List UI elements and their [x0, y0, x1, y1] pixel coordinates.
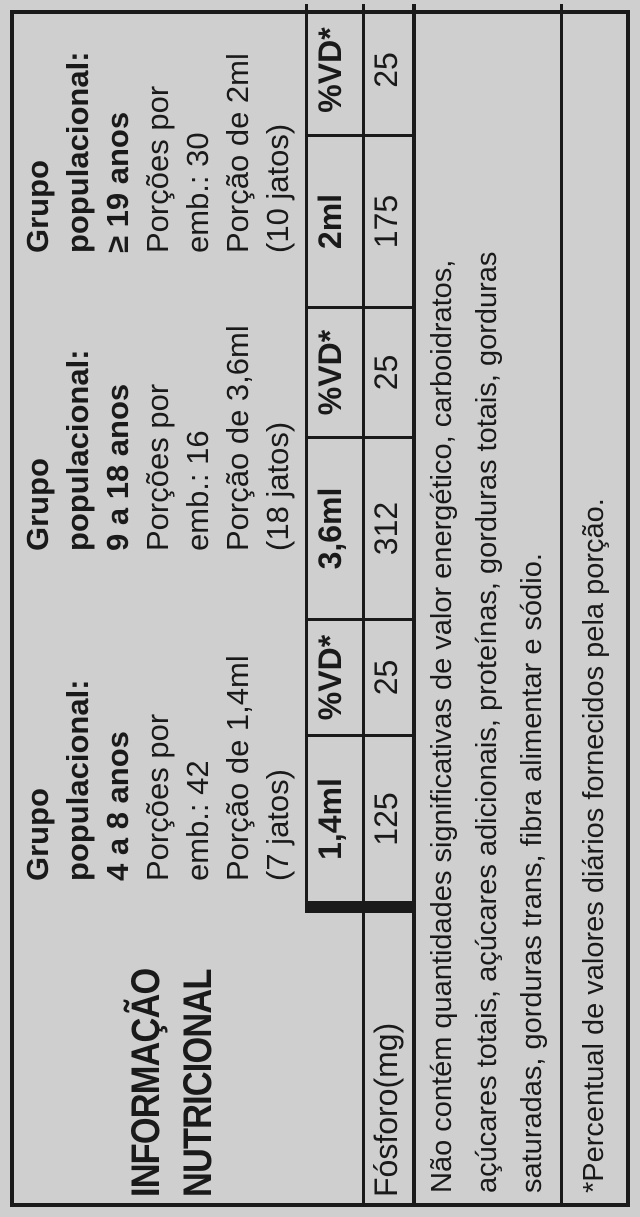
- group-label: Grupo: [20, 160, 55, 253]
- fosforo-value-2: 312: [368, 501, 404, 556]
- portion-size: Porção de 3,6ml: [220, 325, 255, 551]
- table-mid-rule: [362, 4, 365, 1203]
- portions-label: Porções por: [140, 85, 175, 253]
- group-9-18-header: [18, 325, 298, 551]
- not-significant-note: [420, 23, 555, 1193]
- portion-header-1: 1,4ml: [312, 778, 348, 860]
- note-line-3: saturadas, gorduras trans, fibra alimentar e sódio.: [516, 553, 548, 1193]
- nutrient-label: Fósforo(mg): [368, 1022, 404, 1197]
- fosforo-value-3: 175: [368, 194, 404, 249]
- fosforo-vd-3: 25: [368, 52, 404, 88]
- fosforo-vd-2: 25: [368, 354, 404, 391]
- vd-header-2: %VD*: [312, 329, 348, 416]
- group-label: populacional:: [60, 679, 95, 881]
- note-line-1: Não contém quantidades significativas de valor energético, carboidratos,: [426, 259, 458, 1193]
- portions-value: emb.: 42: [180, 760, 215, 881]
- group-age: 4 a 8 anos: [100, 731, 135, 881]
- group-age: ≥ 19 anos: [100, 111, 135, 253]
- fosforo-value-1: 125: [368, 792, 404, 846]
- vd-header-1: %VD*: [312, 634, 348, 721]
- portion-header-3: 2ml: [312, 193, 348, 250]
- vd-footnote: *Percentual de valores diários fornecidos pela porção.: [578, 498, 610, 1193]
- portion-jets: (10 jatos): [260, 123, 295, 253]
- group-label: populacional:: [60, 349, 95, 551]
- group-age: 9 a 18 anos: [100, 383, 135, 551]
- portions-label: Porções por: [140, 713, 175, 881]
- table-bottom-rule: [412, 4, 416, 1203]
- table-top-rule: [305, 4, 308, 907]
- portion-size: Porção de 2ml: [220, 53, 255, 253]
- portions-label: Porções por: [140, 383, 175, 551]
- label-title: [120, 956, 224, 1197]
- group-label: Grupo: [20, 458, 55, 551]
- title-line-1: INFORMAÇÃO: [124, 968, 168, 1197]
- portions-value: emb.: 30: [180, 132, 215, 253]
- fosforo-vd-1: 25: [368, 659, 404, 696]
- group-label: Grupo: [20, 788, 55, 881]
- portion-header-2: 3,6ml: [312, 487, 348, 570]
- vd-header-3: %VD*: [312, 27, 348, 113]
- portion-jets: (7 jatos): [260, 769, 295, 881]
- portions-value: emb.: 16: [180, 430, 215, 551]
- title-line-2: NUTRICIONAL: [176, 969, 220, 1197]
- portion-jets: (18 jatos): [260, 421, 295, 551]
- note-rule: [560, 4, 563, 1203]
- note-line-2: açúcares totais, açúcares adicionais, proteínas, gorduras totais, gorduras: [471, 251, 503, 1193]
- group-label: populacional:: [60, 51, 95, 253]
- group-19-plus-header: [18, 52, 298, 254]
- group-4-8-header: [18, 655, 298, 881]
- portion-size: Porção de 1,4ml: [220, 655, 255, 881]
